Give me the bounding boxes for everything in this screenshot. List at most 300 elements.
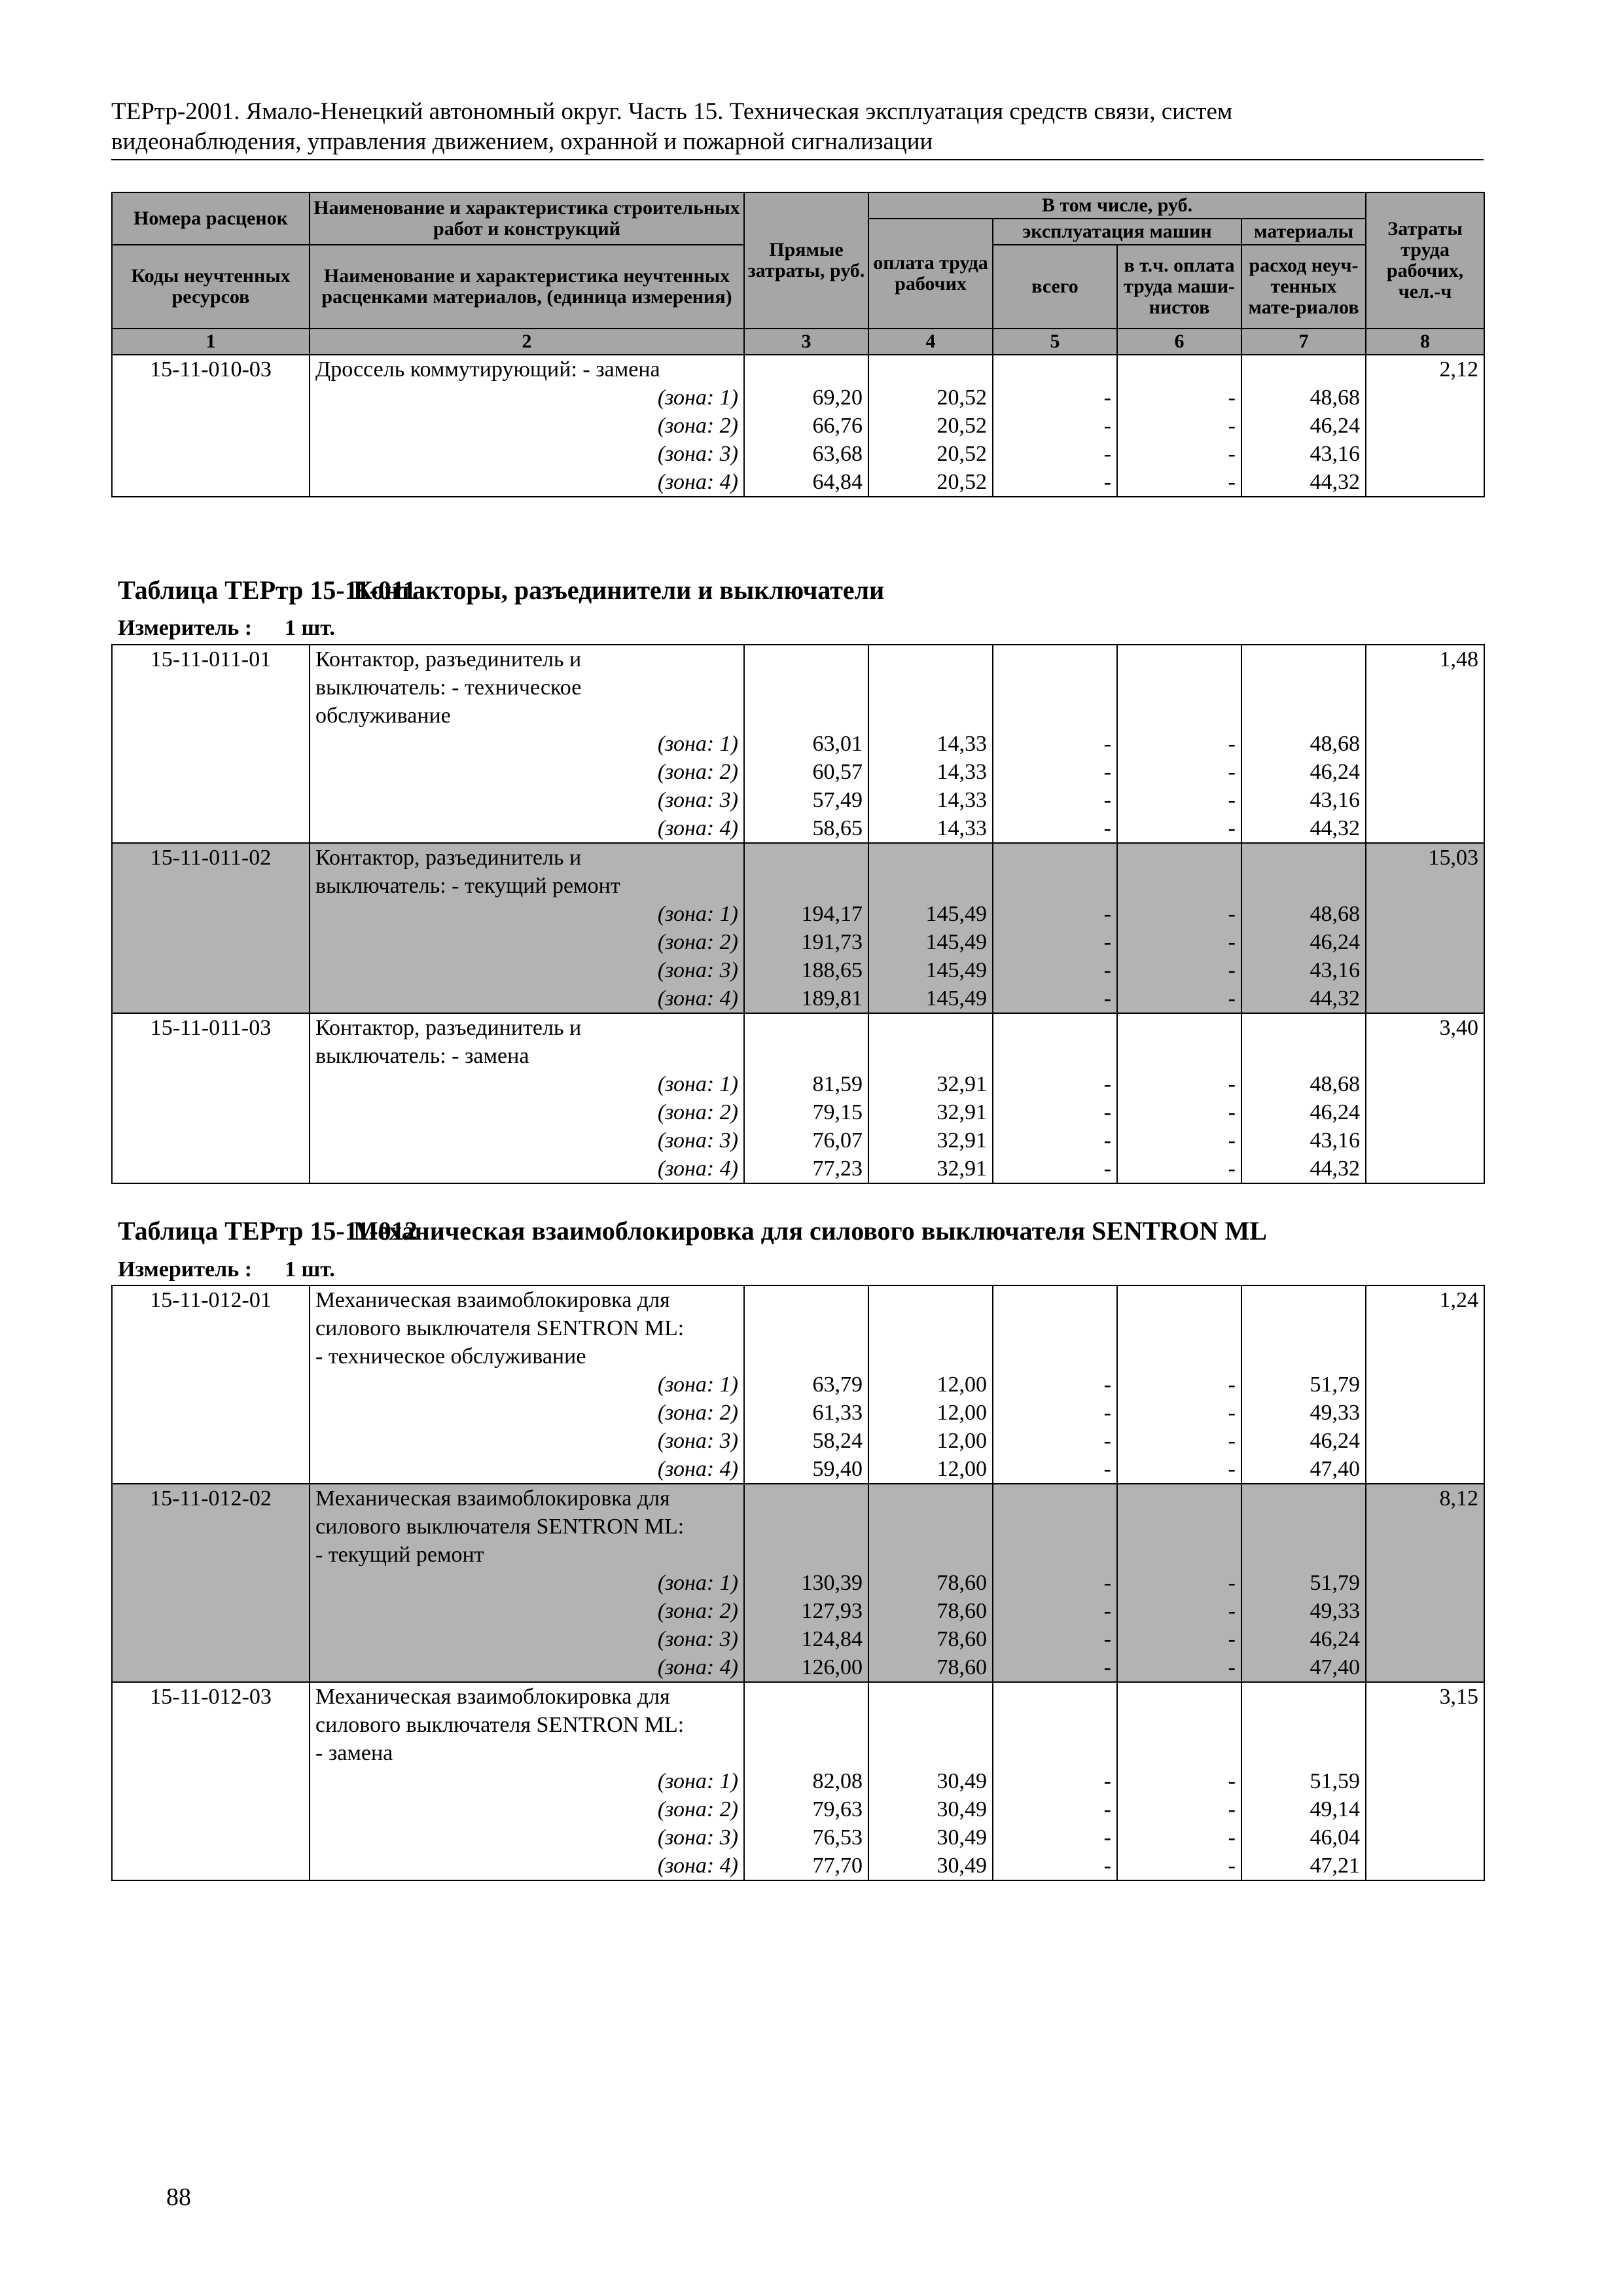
- rate-name-cell: [310, 645, 744, 843]
- machinist-pay: -: [1228, 1797, 1236, 1821]
- worker-pay-cell: [868, 843, 993, 1013]
- rate-code-cell: [112, 355, 310, 497]
- rate-row: [112, 645, 1484, 843]
- machinist-pay: -: [1228, 1854, 1236, 1878]
- machinist-pay-cell: [1117, 843, 1241, 1013]
- rate-row: [112, 1013, 1484, 1183]
- rate-group-body: [112, 1285, 1484, 1880]
- machines-total-cell: [993, 645, 1117, 843]
- direct-costs-cell: [744, 645, 868, 843]
- rate-name-line: Механическая взаимоблокировка для: [315, 1685, 670, 1709]
- labor-costs-cell: [1366, 1484, 1484, 1682]
- rate-group-body: [112, 645, 1484, 1183]
- machinist-pay: -: [1228, 788, 1236, 812]
- worker-pay-cell: [868, 1484, 993, 1682]
- machinist-pay: -: [1228, 442, 1236, 466]
- machines-total: -: [1103, 1854, 1111, 1878]
- rate-name-line: выключатель: - замена: [315, 1044, 529, 1068]
- direct-costs: 57,49: [812, 788, 863, 812]
- machinist-pay: -: [1228, 902, 1236, 926]
- worker-pay-cell: [868, 1682, 993, 1880]
- machines-total: -: [1103, 1655, 1111, 1679]
- col-number: 6: [1117, 329, 1241, 355]
- machines-total: -: [1103, 1100, 1111, 1124]
- header-line-1: ТЕРтр-2001. Ямало-Ненецкий автономный округ. Часть 15. Техническая эксплуатация средств связи, систем: [111, 98, 1233, 125]
- rate-name-cell: [310, 1285, 744, 1484]
- direct-costs: 66,76: [812, 414, 863, 438]
- machinist-pay: -: [1228, 1100, 1236, 1124]
- rate-code-cell: [112, 1013, 310, 1183]
- materials-cost: 46,24: [1310, 1429, 1360, 1453]
- machines-total: -: [1103, 958, 1111, 982]
- zone-label: (зона: 1): [657, 902, 738, 926]
- machines-total-cell: [993, 1285, 1117, 1484]
- machinist-pay: -: [1228, 1128, 1236, 1153]
- worker-pay: 30,49: [936, 1825, 987, 1850]
- worker-pay: 30,49: [936, 1854, 987, 1878]
- materials-cost: 46,24: [1310, 1627, 1360, 1651]
- machinist-pay: -: [1228, 1655, 1236, 1679]
- worker-pay: 20,52: [936, 442, 987, 466]
- materials-cost: 46,04: [1310, 1825, 1360, 1850]
- machines-total: -: [1103, 414, 1111, 438]
- materials-cost-cell: [1241, 1013, 1366, 1183]
- col-direct-costs: Прямые затраты, руб.: [744, 192, 868, 329]
- machines-total: -: [1103, 1429, 1111, 1453]
- direct-costs: 124,84: [801, 1627, 863, 1651]
- direct-costs: 188,65: [801, 958, 863, 982]
- worker-pay: 78,60: [936, 1627, 987, 1651]
- machinist-pay-cell: [1117, 1682, 1241, 1880]
- rate-name-cell: [310, 355, 744, 497]
- direct-costs: 76,53: [812, 1825, 863, 1850]
- col-worker-pay: оплата труда рабочих: [868, 219, 993, 329]
- machines-total: -: [1103, 816, 1111, 840]
- machinist-pay: -: [1228, 470, 1236, 494]
- materials-cost: 47,40: [1310, 1655, 1360, 1679]
- worker-pay-cell: [868, 355, 993, 497]
- machinist-pay: -: [1228, 732, 1236, 756]
- col-number: 7: [1241, 329, 1366, 355]
- machines-total: -: [1103, 1825, 1111, 1850]
- rate-name-line: Контактор, разъединитель и: [315, 647, 582, 672]
- zone-label: (зона: 3): [657, 1825, 738, 1850]
- worker-pay: 20,52: [936, 470, 987, 494]
- zone-label: (зона: 2): [657, 760, 738, 784]
- machines-total: -: [1103, 386, 1111, 410]
- unit-value: 1 шт.: [285, 1257, 335, 1282]
- zone-label: (зона: 2): [657, 1599, 738, 1623]
- direct-costs: 59,40: [812, 1457, 863, 1481]
- rate-row: [112, 355, 1484, 497]
- col-number: 8: [1366, 329, 1484, 355]
- worker-pay: 32,91: [936, 1100, 987, 1124]
- direct-costs: 126,00: [801, 1655, 863, 1679]
- rate-name-line: - замена: [315, 1741, 393, 1765]
- materials-cost: 49,33: [1310, 1599, 1360, 1623]
- labor-costs: 1,24: [1439, 1288, 1478, 1312]
- labor-costs-cell: [1366, 843, 1484, 1013]
- labor-costs: 15,03: [1428, 846, 1478, 870]
- rate-name-cell: [310, 1013, 744, 1183]
- materials-cost-cell: [1241, 645, 1366, 843]
- direct-costs: 194,17: [801, 902, 863, 926]
- materials-cost: 47,21: [1310, 1854, 1360, 1878]
- direct-costs: 63,68: [812, 442, 863, 466]
- worker-pay: 32,91: [936, 1157, 987, 1181]
- worker-pay: 30,49: [936, 1797, 987, 1821]
- direct-costs: 58,65: [812, 816, 863, 840]
- machines-total: -: [1103, 1797, 1111, 1821]
- labor-costs-cell: [1366, 1682, 1484, 1880]
- rate-name-line: Механическая взаимоблокировка для: [315, 1486, 670, 1511]
- rate-name-cell: [310, 843, 744, 1013]
- rate-name-line: выключатель: - текущий ремонт: [315, 874, 620, 898]
- rates-table: [111, 644, 1485, 1184]
- materials-cost: 51,79: [1310, 1571, 1360, 1595]
- worker-pay: 145,49: [925, 986, 987, 1011]
- worker-pay: 145,49: [925, 902, 987, 926]
- machines-total: -: [1103, 1072, 1111, 1096]
- worker-pay: 145,49: [925, 930, 987, 954]
- zone-label: (зона: 3): [657, 1128, 738, 1153]
- rate-name-line: Контактор, разъединитель и: [315, 1016, 582, 1040]
- rate-row: [112, 843, 1484, 1013]
- materials-cost: 49,14: [1310, 1797, 1360, 1821]
- machinist-pay: -: [1228, 386, 1236, 410]
- rate-code: 15-11-012-01: [150, 1288, 272, 1312]
- machinist-pay-cell: [1117, 355, 1241, 497]
- col-number: 3: [744, 329, 868, 355]
- machinist-pay: -: [1228, 1429, 1236, 1453]
- col-material-name: Наименование и характеристика неучтенных расценками материалов, (единица измерения): [310, 245, 744, 329]
- worker-pay: 20,52: [936, 414, 987, 438]
- worker-pay: 32,91: [936, 1072, 987, 1096]
- materials-cost: 43,16: [1310, 442, 1361, 466]
- materials-cost: 51,79: [1310, 1372, 1360, 1397]
- machines-total: -: [1103, 788, 1111, 812]
- labor-costs: 8,12: [1439, 1486, 1478, 1511]
- zone-label: (зона: 3): [657, 958, 738, 982]
- column-header: [112, 192, 1484, 355]
- materials-cost: 46,24: [1310, 930, 1360, 954]
- col-material-use: расход неуч-тенных мате-риалов: [1241, 245, 1366, 329]
- machinist-pay: -: [1228, 1627, 1236, 1651]
- rate-name-line: Дроссель коммутирующий: - замена: [315, 357, 660, 382]
- unit-label: Измеритель :: [118, 616, 253, 640]
- machinist-pay: -: [1228, 816, 1236, 840]
- rate-code: 15-11-010-03: [150, 357, 272, 382]
- zone-label: (зона: 4): [657, 1655, 738, 1679]
- unit-value: 1 шт.: [285, 616, 335, 640]
- machines-total: -: [1103, 442, 1111, 466]
- worker-pay: 12,00: [936, 1429, 987, 1453]
- zone-label: (зона: 2): [657, 930, 738, 954]
- machinist-pay-cell: [1117, 1013, 1241, 1183]
- direct-costs: 60,57: [812, 760, 863, 784]
- materials-cost: 46,24: [1310, 1100, 1360, 1124]
- materials-cost: 43,16: [1310, 958, 1360, 982]
- rate-name-line: - техническое обслуживание: [315, 1344, 586, 1369]
- machines-total-cell: [993, 1484, 1117, 1682]
- rate-name-line: выключатель: - техническое: [315, 675, 582, 700]
- zone-label: (зона: 4): [657, 816, 738, 840]
- rate-name-line: Контактор, разъединитель и: [315, 846, 582, 870]
- materials-cost: 48,68: [1310, 1072, 1360, 1096]
- table-caption: Контакторы, разъединители и выключатели: [353, 575, 885, 605]
- machinist-pay: -: [1228, 1401, 1236, 1425]
- zone-label: (зона: 3): [657, 1627, 738, 1651]
- worker-pay: 12,00: [936, 1457, 987, 1481]
- worker-pay-cell: [868, 645, 993, 843]
- worker-pay: 14,33: [936, 816, 987, 840]
- machinist-pay: -: [1228, 1157, 1236, 1181]
- labor-costs: 1,48: [1439, 647, 1478, 672]
- rate-code-cell: [112, 1484, 310, 1682]
- zone-label: (зона: 4): [657, 986, 738, 1011]
- rate-code: 15-11-012-02: [150, 1486, 272, 1511]
- worker-pay: 32,91: [936, 1128, 987, 1153]
- direct-costs-cell: [744, 1484, 868, 1682]
- materials-cost: 44,32: [1310, 986, 1360, 1011]
- materials-cost: 47,40: [1310, 1457, 1360, 1481]
- direct-costs: 64,84: [812, 470, 863, 494]
- direct-costs-cell: [744, 1013, 868, 1183]
- worker-pay: 14,33: [936, 788, 987, 812]
- col-number: 4: [868, 329, 993, 355]
- col-rate-numbers: Номера расценок: [112, 192, 310, 245]
- direct-costs-cell: [744, 1285, 868, 1484]
- direct-costs: 76,07: [812, 1128, 863, 1153]
- rates-table: [111, 1285, 1485, 1881]
- rate-name-line: - текущий ремонт: [315, 1543, 484, 1567]
- worker-pay: 78,60: [936, 1599, 987, 1623]
- worker-pay-cell: [868, 1285, 993, 1484]
- labor-costs-cell: [1366, 1285, 1484, 1484]
- machinist-pay: -: [1228, 414, 1236, 438]
- machinist-pay: -: [1228, 1769, 1236, 1793]
- materials-cost-cell: [1241, 355, 1366, 497]
- materials-cost: 48,68: [1310, 732, 1360, 756]
- col-machinist-pay: в т.ч. оплата труда маши-нистов: [1117, 245, 1241, 329]
- rate-code: 15-11-011-03: [150, 1016, 272, 1040]
- worker-pay-cell: [868, 1013, 993, 1183]
- machinist-pay: -: [1228, 930, 1236, 954]
- machines-total: -: [1103, 1401, 1111, 1425]
- materials-cost-cell: [1241, 1484, 1366, 1682]
- col-labor-costs: Затраты труда рабочих, чел.-ч: [1366, 192, 1484, 329]
- zone-label: (зона: 2): [657, 1401, 738, 1425]
- zone-label: (зона: 2): [657, 1100, 738, 1124]
- rate-name-cell: [310, 1682, 744, 1880]
- direct-costs: 69,20: [812, 386, 863, 410]
- machines-total: -: [1103, 1769, 1111, 1793]
- rate-name-line: Механическая взаимоблокировка для: [315, 1288, 670, 1312]
- rate-name-line: силового выключателя SENTRON ML:: [315, 1316, 685, 1340]
- zone-label: (зона: 3): [657, 1429, 738, 1453]
- materials-cost: 43,16: [1310, 788, 1360, 812]
- machines-total: -: [1103, 1571, 1111, 1595]
- machinist-pay: -: [1228, 1825, 1236, 1850]
- unit-line: [118, 616, 335, 641]
- worker-pay: 78,60: [936, 1571, 987, 1595]
- machines-total-cell: [993, 355, 1117, 497]
- direct-costs: 191,73: [801, 930, 863, 954]
- machinist-pay-cell: [1117, 645, 1241, 843]
- direct-costs: 63,79: [812, 1372, 863, 1397]
- materials-cost-cell: [1241, 843, 1366, 1013]
- materials-cost: 44,32: [1310, 1157, 1360, 1181]
- direct-costs-cell: [744, 843, 868, 1013]
- column-numbers-row: [112, 329, 1484, 355]
- col-number: 1: [112, 329, 310, 355]
- machines-total: -: [1103, 1157, 1111, 1181]
- worker-pay: 12,00: [936, 1401, 987, 1425]
- materials-cost: 43,16: [1310, 1128, 1360, 1153]
- rate-name-cell: [310, 1484, 744, 1682]
- direct-costs: 82,08: [812, 1769, 863, 1793]
- rate-row: [112, 1484, 1484, 1682]
- worker-pay: 30,49: [936, 1769, 987, 1793]
- machinist-pay: -: [1228, 760, 1236, 784]
- worker-pay: 14,33: [936, 760, 987, 784]
- machines-total-cell: [993, 1682, 1117, 1880]
- direct-costs-cell: [744, 355, 868, 497]
- machinist-pay: -: [1228, 1457, 1236, 1481]
- labor-costs: 2,12: [1439, 357, 1479, 382]
- zone-label: (зона: 4): [657, 470, 738, 494]
- direct-costs: 189,81: [801, 986, 863, 1011]
- rate-code: 15-11-011-01: [150, 647, 272, 672]
- col-work-name: Наименование и характеристика строительных работ и конструкций: [310, 192, 744, 245]
- rate-row: [112, 1285, 1484, 1484]
- rate-name-line: силового выключателя SENTRON ML:: [315, 1713, 685, 1737]
- rate-code-cell: [112, 843, 310, 1013]
- worker-pay: 12,00: [936, 1372, 987, 1397]
- machines-total: -: [1103, 1457, 1111, 1481]
- direct-costs: 61,33: [812, 1401, 863, 1425]
- machinist-pay: -: [1228, 958, 1236, 982]
- worker-pay: 78,60: [936, 1655, 987, 1679]
- machines-total: -: [1103, 930, 1111, 954]
- labor-costs-cell: [1366, 355, 1484, 497]
- direct-costs: 79,15: [812, 1100, 863, 1124]
- worker-pay: 20,52: [936, 386, 987, 410]
- zone-label: (зона: 3): [657, 788, 738, 812]
- materials-cost: 44,32: [1310, 470, 1361, 494]
- materials-cost: 46,24: [1310, 760, 1360, 784]
- col-resource-codes: Коды неучтенных ресурсов: [112, 245, 310, 329]
- zone-label: (зона: 4): [657, 1157, 738, 1181]
- zone-label: (зона: 2): [657, 414, 738, 438]
- machines-total: -: [1103, 760, 1111, 784]
- header-divider: [111, 159, 1484, 160]
- rate-name-line: обслуживание: [315, 704, 451, 728]
- machines-total: -: [1103, 1128, 1111, 1153]
- table-caption: Механическая взаимоблокировка для силового выключателя SENTRON ML: [353, 1216, 1267, 1246]
- machinist-pay-cell: [1117, 1285, 1241, 1484]
- zone-label: (зона: 1): [657, 1769, 738, 1793]
- unit-label: Измеритель :: [118, 1257, 253, 1282]
- labor-costs: 3,15: [1439, 1685, 1478, 1709]
- col-machine-operation: эксплуатация машин: [993, 219, 1241, 245]
- materials-cost: 44,32: [1310, 816, 1360, 840]
- direct-costs: 77,23: [812, 1157, 863, 1181]
- rate-name-line: силового выключателя SENTRON ML:: [315, 1515, 685, 1539]
- direct-costs: 79,63: [812, 1797, 863, 1821]
- direct-costs: 127,93: [801, 1599, 863, 1623]
- zone-label: (зона: 1): [657, 386, 738, 410]
- machinist-pay-cell: [1117, 1484, 1241, 1682]
- labor-costs-cell: [1366, 645, 1484, 843]
- machines-total: -: [1103, 986, 1111, 1011]
- rates-table: [111, 192, 1485, 497]
- direct-costs: 63,01: [812, 732, 863, 756]
- page-number: 88: [166, 2183, 191, 2211]
- materials-cost: 46,24: [1310, 414, 1361, 438]
- machines-total: -: [1103, 1372, 1111, 1397]
- materials-cost: 51,59: [1310, 1769, 1360, 1793]
- table-number: Таблица ТЕРтр 15-11-012: [118, 1216, 418, 1246]
- machines-total: -: [1103, 1627, 1111, 1651]
- materials-cost-cell: [1241, 1285, 1366, 1484]
- machines-total: -: [1103, 902, 1111, 926]
- rate-row: [112, 1682, 1484, 1880]
- col-including: В том числе, руб.: [868, 192, 1366, 219]
- machines-total: -: [1103, 1599, 1111, 1623]
- labor-costs: 3,40: [1439, 1016, 1478, 1040]
- rate-code: 15-11-011-02: [150, 846, 272, 870]
- worker-pay: 14,33: [936, 732, 987, 756]
- direct-costs: 130,39: [801, 1571, 863, 1595]
- rate-group-body: [112, 355, 1484, 497]
- col-number: 5: [993, 329, 1117, 355]
- header-line-2: видеонаблюдения, управления движением, охранной и пожарной сигнализации: [111, 128, 933, 155]
- materials-cost: 49,33: [1310, 1401, 1360, 1425]
- materials-cost-cell: [1241, 1682, 1366, 1880]
- machines-total-cell: [993, 843, 1117, 1013]
- zone-label: (зона: 3): [657, 442, 738, 466]
- zone-label: (зона: 2): [657, 1797, 738, 1821]
- machinist-pay: -: [1228, 986, 1236, 1011]
- rate-code-cell: [112, 1285, 310, 1484]
- col-number: 2: [310, 329, 744, 355]
- materials-cost: 48,68: [1310, 386, 1361, 410]
- machinist-pay: -: [1228, 1072, 1236, 1096]
- machines-total: -: [1103, 470, 1111, 494]
- machinist-pay: -: [1228, 1571, 1236, 1595]
- table-title: [118, 1215, 1267, 1246]
- materials-cost: 48,68: [1310, 902, 1360, 926]
- col-machines-total: всего: [993, 245, 1117, 329]
- rate-code: 15-11-012-03: [150, 1685, 272, 1709]
- machinist-pay: -: [1228, 1599, 1236, 1623]
- zone-label: (зона: 1): [657, 1571, 738, 1595]
- zone-label: (зона: 1): [657, 1072, 738, 1096]
- rate-code-cell: [112, 645, 310, 843]
- direct-costs: 58,24: [812, 1429, 863, 1453]
- unit-line: [118, 1257, 335, 1282]
- labor-costs-cell: [1366, 1013, 1484, 1183]
- table-title: [118, 575, 884, 605]
- page-header: [111, 97, 1486, 157]
- machines-total-cell: [993, 1013, 1117, 1183]
- zone-label: (зона: 1): [657, 732, 738, 756]
- zone-label: (зона: 4): [657, 1854, 738, 1878]
- machines-total: -: [1103, 732, 1111, 756]
- col-materials: материалы: [1241, 219, 1366, 245]
- direct-costs-cell: [744, 1682, 868, 1880]
